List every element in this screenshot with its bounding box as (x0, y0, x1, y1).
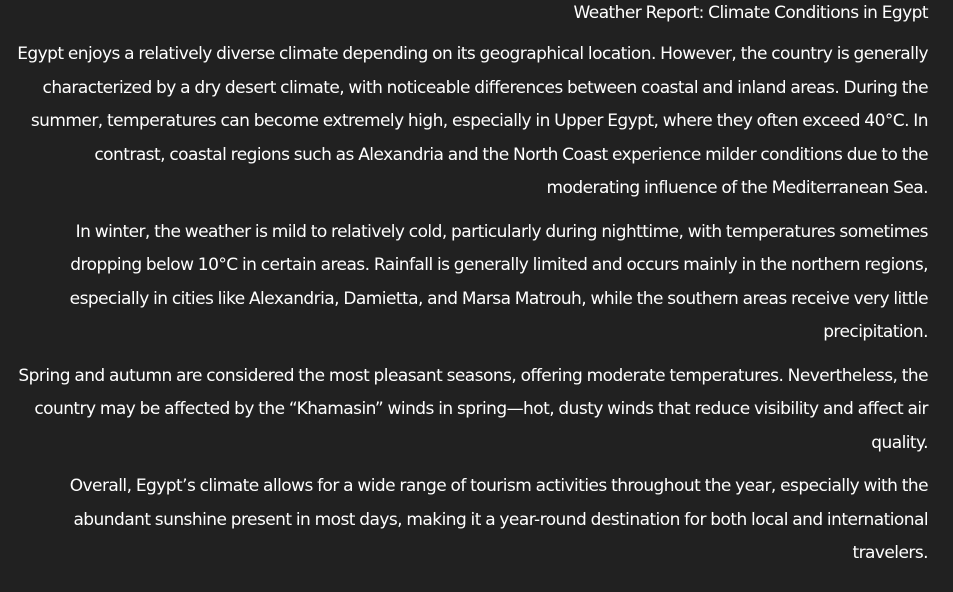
paragraph-winter: In winter, the weather is mild to relatively cold, particularly during nighttime, with temperatures sometimes dropping below 10°C in certain areas. Rainfall is generally limited and occurs mainly in the northern regions, especially in cities like Alexandria, Damietta, and Marsa Matrouh, while the southern areas receive very little precipitation. (69, 221, 928, 342)
paragraph-climate-overview: Egypt enjoys a relatively diverse climate depending on its geographical location. However, the country is generally characterized by a dry desert climate, with noticeable differences between coastal and inland areas. During the summer, temperatures can become extremely high, especially in Upper Egypt, where they often exceed 40°C. In contrast, coastal regions such as Alexandria and the North Coast experience milder conditions due to the moderating influence of the Mediterranean Sea. (17, 44, 928, 198)
paragraph-tourism: Overall, Egypt’s climate allows for a wide range of tourism activities throughout the year, especially with the abundant sunshine present in most days, making it a year-round destination for both local and international travelers. (69, 476, 928, 563)
document-title: Weather Report: Climate Conditions in Egypt (573, 3, 928, 23)
paragraph-spring-autumn: Spring and autumn are considered the most pleasant seasons, offering moderate temperatures. Nevertheless, the country may be affected by the “Khamasin” winds in spring—hot, dusty winds that reduce visibility and affect air quality. (18, 365, 928, 453)
